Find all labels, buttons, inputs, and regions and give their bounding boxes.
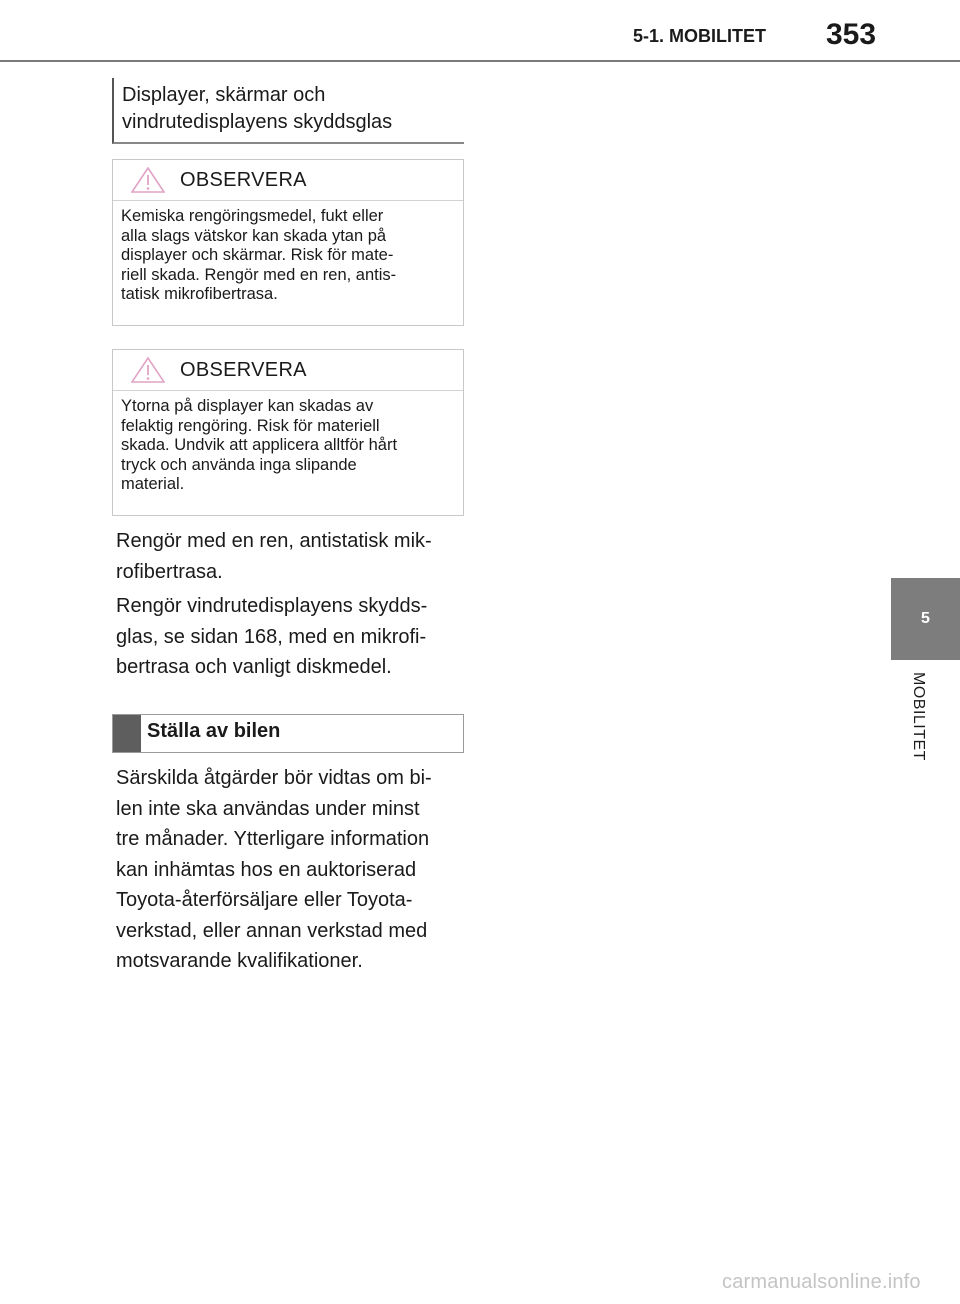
topic-header [112,78,464,144]
notice-line: riell skada. Rengör med en ren, antis- [121,265,397,284]
notice-line: tryck och använda inga slipande [121,455,357,474]
subsection-header [112,714,464,753]
notice-line: alla slags vätskor kan skada ytan på [121,226,387,245]
notice-line: felaktig rengöring. Risk för materiell [121,416,380,435]
paragraph-line: Särskilda åtgärder bör vidtas om bi- [116,767,432,789]
notice-line: displayer och skärmar. Risk för mate- [121,246,394,264]
paragraph-line: Rengör med en ren, antistatisk mik- [116,530,432,552]
notice-line: tatisk mikrofibertrasa. [121,285,278,303]
paragraph-line: verkstad, eller annan verkstad med [116,919,428,942]
page-number: 353 [826,18,877,51]
topic-title-line: Displayer, skärmar och [122,84,326,106]
paragraph-line: len inte ska användas under minst [116,797,420,820]
section-label: 5-1. MOBILITET [633,26,767,46]
chapter-tab[interactable] [891,578,960,660]
chapter-side-label: MOBILITET [910,672,927,761]
notice-header [113,160,463,201]
notice-line: Ytorna på displayer kan skadas av [121,397,374,415]
notice-line: skada. Undvik att applicera alltför hårt [121,436,398,454]
notice-title: OBSERVERA [180,359,307,381]
body-paragraph [116,526,468,587]
subsection-title: Ställa av bilen [147,720,281,742]
header-rule [0,60,960,62]
paragraph-line: glas, se sidan 168, med en mikrofi- [116,625,427,648]
notice-body [113,391,463,503]
paragraph-line: bertrasa och vanligt diskmedel. [116,656,392,678]
paragraph-line: rofibertrasa. [116,560,223,583]
paragraph-line: Toyota-återförsäljare eller Toyota- [116,889,413,911]
body-paragraph [116,591,468,683]
body-paragraph [116,763,468,977]
paragraph-line: tre månader. Ytterligare information [116,828,430,850]
paragraph-line: motsvarande kvalifikationer. [116,950,363,972]
paragraph-line: Rengör vindrutedisplayens skydds- [116,595,428,617]
paragraph-line: kan inhämtas hos en auktoriserad [116,858,417,881]
chapter-tab-number: 5 [921,610,930,627]
topic-title-line: vindrutedisplayens skyddsglas [122,111,393,133]
notice-box [112,349,464,516]
warning-triangle-icon [131,167,165,198]
subsection-bar [113,715,141,752]
notice-title: OBSERVERA [180,169,307,191]
notice-line: Kemiska rengöringsmedel, fukt eller [121,207,384,225]
notice-header [113,350,463,391]
notice-body [113,201,463,313]
watermark-link[interactable]: carmanualsonline.info [722,1271,921,1293]
notice-box [112,159,464,326]
warning-triangle-icon [131,357,165,388]
notice-line: material. [121,475,185,493]
